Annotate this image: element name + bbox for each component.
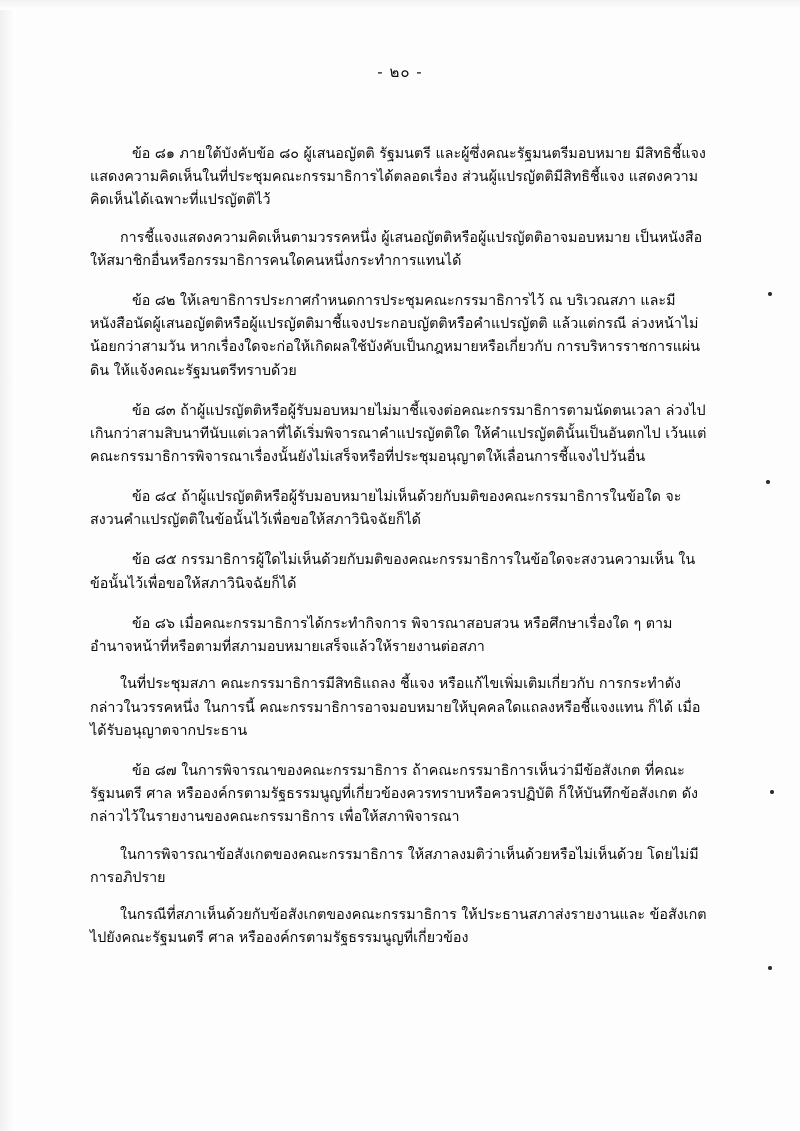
page-number: - ๒๐ - [377,63,423,81]
paragraph-clause-85-p1: ข้อ ๘๕ กรรมาธิการผู้ใดไม่เห็นด้วยกับมติของคณะกรรมาธิการในข้อใดจะสงวนความเห็น ในข้อนั้นไว้เพื่อขอให้สภาวินิจฉัยก็ได้ [90,552,696,592]
scan-speck-icon [766,480,770,484]
scan-edge-left [0,0,16,1131]
scan-speck-icon [770,790,774,794]
paragraph-clause-86-p1: ข้อ ๘๖ เมื่อคณะกรรมาธิการได้กระทำกิจการ พิจารณาสอบสวน หรือศึกษาเรื่องใด ๆ ตามอำนาจหน้าที่หรือตามที่สภามอบหมายเสร็จแล้วให้รายงานต่อสภา [90,615,673,655]
paragraph-clause-81-p1: ข้อ ๘๑ ภายใต้บังคับข้อ ๘๐ ผู้เสนอญัตติ รัฐมนตรี และผู้ซึ่งคณะรัฐมนตรีมอบหมาย มีสิทธิชี้แจงแสดงความคิดเห็นในที่ประชุมคณะกรรมาธิการได้ตลอดเรื่อง ส่วนผู้แปรญัตติมีสิทธิชี้แจง แสดงความคิดเห็นได้เฉพาะที่แปรญัตติไว้ [90,146,706,209]
paragraph-clause-83-p1: ข้อ ๘๓ ถ้าผู้แปรญัตติหรือผู้รับมอบหมายไม่มาชี้แจงต่อคณะกรรมาธิการตามนัดตนเวลา ล่วงไปเกินกว่าสามสิบนาทีนับแต่เวลาที่ได้เริ่มพิจารณาคำแปรญัตติใด ให้คำแปรญัตตินั้นเป็นอันตกไป เว้นแต่คณะกรรมาธิการพิจารณาเรื่องนั้นยังไม่เสร็จหรือที่ประชุมอนุญาตให้เลื่อนการชี้แจงไปวันอื่น [90,402,707,466]
scan-speck-icon [768,292,772,296]
scan-edge-top [0,0,800,10]
paragraph-clause-81-p2: การชี้แจงแสดงความคิดเห็นตามวรรคหนึ่ง ผู้เสนอญัตติหรือผู้แปรญัตติอาจมอบหมาย เป็นหนังสือให้สมาชิกอื่นหรือกรรมาธิการคนใดคนหนึ่งกระทำการแทนได้ [90,229,703,269]
paragraph-clause-87-p1: ข้อ ๘๗ ในการพิจารณาของคณะกรรมาธิการ ถ้าคณะกรรมาธิการเห็นว่ามีข้อสังเกต ที่คณะรัฐมนตรี ศาล หรือองค์กรตามรัฐธรรมนูญที่เกี่ยวข้องควรทราบหรือควรปฏิบัติ ก็ให้บันทึกข้อสังเกต ดังกล่าวไว้ในรายงานของคณะกรรมาธิการ เพื่อให้สภาพิจารณา [90,762,699,826]
paragraph-clause-84-p1: ข้อ ๘๔ ถ้าผู้แปรญัตติหรือผู้รับมอบหมายไม่เห็นด้วยกับมติของคณะกรรมาธิการในข้อใด จะสงวนคำแปรญัตติในข้อนั้นไว้เพื่อขอให้สภาวินิจฉัยก็ได้ [90,489,682,529]
paragraph-clause-87-p2: ในการพิจารณาข้อสังเกตของคณะกรรมาธิการ ให้สภาลงมติว่าเห็นด้วยหรือไม่เห็นด้วย โดยไม่มีการอภิปราย [90,846,699,886]
document-body [90,84,710,951]
scan-speck-icon [768,966,772,970]
paragraph-clause-82-p1: ข้อ ๘๒ ให้เลขาธิการประกาศกำหนดการประชุมคณะกรรมาธิการไว้ ณ บริเวณสภา และมีหนังสือนัดผู้เสนอญัตติหรือผู้แปรญัตติมาชี้แจงประกอบญัตติหรือคำแปรญัตติ แล้วแต่กรณี ล่วงหน้าไม่น้อยกว่าสามวัน หากเรื่องใดจะก่อให้เกิดผลใช้บังคับเป็นกฎหมายหรือเกี่ยวกับ การบริหารราชการแผ่นดิน ให้แจ้งคณะรัฐมนตรีทราบด้วย [90,293,701,379]
paragraph-clause-86-p2: ในที่ประชุมสภา คณะกรรมาธิการมีสิทธิแถลง ชี้แจง หรือแก้ไขเพิ่มเติมเกี่ยวกับ การกระทำดังกล่าวในวรรคหนึ่ง ในการนี้ คณะกรรมาธิการอาจมอบหมายให้บุคคลใดแถลงหรือชี้แจงแทน ก็ได้ เมื่อได้รับอนุญาตจากประธาน [90,676,701,739]
paragraph-clause-87-p3: ในกรณีที่สภาเห็นด้วยกับข้อสังเกตของคณะกรรมาธิการ ให้ประธานสภาส่งรายงานและ ข้อสังเกตไปยังคณะรัฐมนตรี ศาล หรือองค์กรตามรัฐธรรมนูญที่เกี่ยวข้อง [90,907,707,947]
